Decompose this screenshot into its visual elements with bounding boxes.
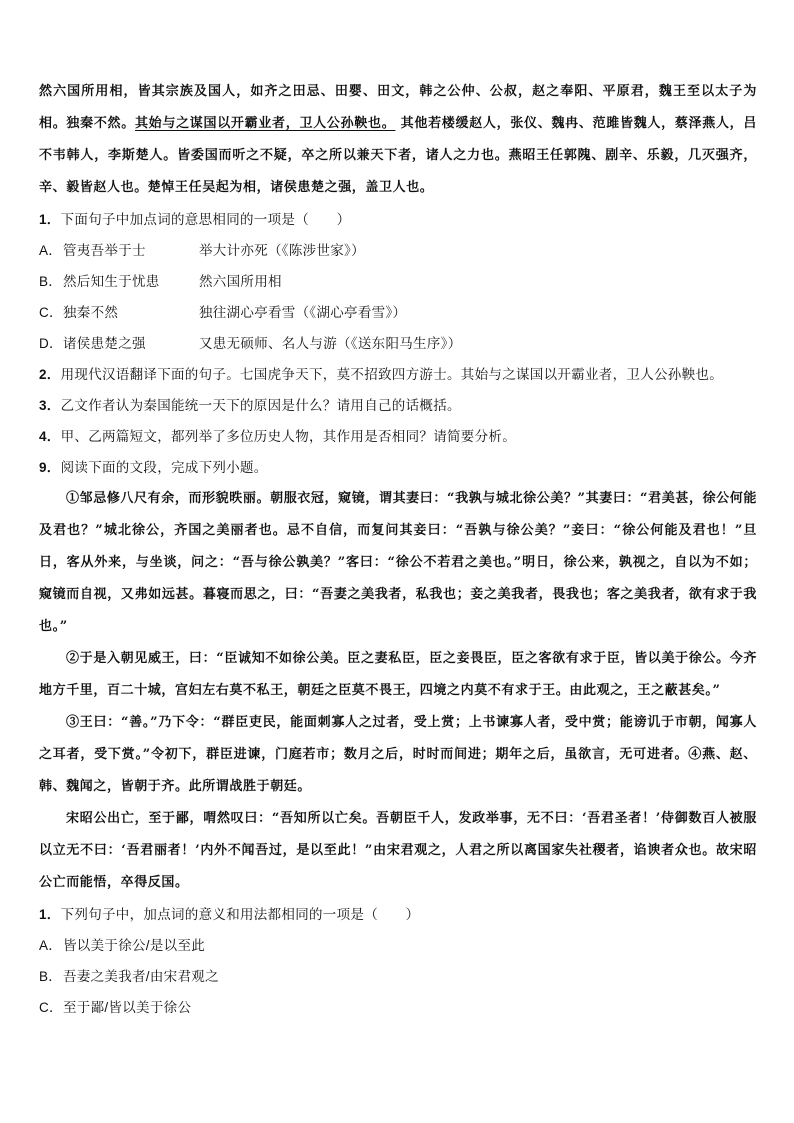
- passage-c-para-1: ①邹忌修八尺有余，而形貌昳丽。朝服衣冠，窥镜，谓其妻曰：“我孰与城北徐公美？”其妻曰：“君美甚，徐公何能及君也？”城北徐公，齐国之美丽者也。忌不自信，而复问其妾曰：“吾孰与徐公美？”妾曰：“徐公何能及君也！”旦日，客从外来，与坐谈，问之：“吾与徐公孰美？”客曰：“徐公不若君之美也。”明日，徐公来，孰视之，自以为不如；窥镜而自视，又弗如远甚。暮寝而思之，曰：“吾妻之美我者，私我也；妾之美我者，畏我也；客之美我者，欲有求于我也。”: [39, 491, 757, 634]
- option-letter: B．: [39, 274, 63, 289]
- option-right: 又患无硕师、名人与游（《送东阳马生序》）: [199, 336, 462, 351]
- question-4: [39, 421, 757, 452]
- option-c: [39, 992, 757, 1023]
- passage-c-para-2: ②于是入朝见威王，曰：“臣诚知不如徐公美。臣之妻私臣，臣之妾畏臣，臣之客欲有求于臣，皆以美于徐公。今齐地方千里，百二十城，宫妇左右莫不私王，朝廷之臣莫不畏王，四境之内莫不有求于王。由此观之，王之蔽甚矣。”: [39, 651, 757, 698]
- option-b: [39, 961, 757, 992]
- option-right: 举大计亦死（《陈涉世家》）: [199, 243, 365, 258]
- question-number: 9．: [39, 460, 61, 475]
- document-content: [39, 76, 757, 1023]
- question-number: 3．: [39, 398, 61, 413]
- option-letter: A．: [39, 243, 63, 258]
- question-9: [39, 452, 757, 483]
- passage-c-para-3: ③王曰：“善。”乃下令：“群臣吏民，能面刺寡人之过者，受上赏；上书谏寡人者，受中赏；能谤讥于市朝，闻寡人之耳者，受下赏。”令初下，群臣进谏，门庭若市；数月之后，时时而间进；期年之后，虽欲言，无可进者。④燕、赵、韩、魏闻之，皆朝于齐。此所谓战胜于朝廷。: [39, 715, 757, 794]
- passage-b-line: 然六国所用相，皆其宗族及国人，如齐之田忌、田婴、田文，韩之公仲、公叔，赵之奉阳、平原君，魏王至以太子为: [39, 84, 757, 99]
- passage-b-line: 吕不韦韩人，李斯楚人。皆委国而听之不疑，卒之所以兼天下者，诸人之力也。燕昭王任郭隗、剧辛、乐毅，几灭强: [39, 116, 757, 163]
- option-b: [39, 266, 757, 297]
- option-left: 独秦不然: [63, 305, 119, 320]
- option-d: [39, 328, 757, 359]
- option-c: [39, 297, 757, 328]
- option-left: 然后知生于忧患: [63, 274, 160, 289]
- question-text: 乙文作者认为秦国能统一天下的原因是什么？请用自己的话概括。: [60, 398, 461, 413]
- passage-b-line: 其他若楼缓赵人，张仪、魏冉、范雎皆魏人，蔡泽燕人，: [395, 116, 744, 131]
- passage-b-line: 齐，辛、毅皆赵人也。楚悼王任吴起为相，诸侯患楚之强，盖卫人也。: [39, 148, 757, 195]
- question-text: 甲、乙两篇短文，都列举了多位历史人物，其作用是否相同？请简要分析。: [60, 429, 517, 444]
- option-letter: D．: [39, 336, 63, 351]
- option-text: 吾妻之美我者/由宋君观之: [63, 969, 219, 984]
- option-text: 至于鄙/皆以美于徐公: [63, 1000, 192, 1015]
- underlined-sentence: 其始与之谋国以开霸业者，卫人公孙鞅也。: [134, 116, 396, 131]
- question-number: 1．: [39, 212, 61, 227]
- option-right: 独往湖心亭看雪（《湖心亭看雪》）: [199, 305, 407, 320]
- option-a: [39, 235, 757, 266]
- question-text: 阅读下面的文段，完成下列小题。: [60, 460, 268, 475]
- question-9-1: [39, 899, 757, 930]
- question-number: 2．: [39, 367, 61, 382]
- option-right: 然六国所用相: [199, 274, 282, 289]
- passage-c-para-4: 宋昭公出亡，至于鄙，喟然叹曰：“吾知所以亡矣。吾朝臣千人，发政举事，无不曰：‘吾君圣者！’侍御数百人被服以立无不曰：‘吾君丽者！’内外不闻吾过，是以至此！”由宋君观之，人君之所以离国家失社稷者，谄谀者众也。故宋昭公亡而能悟，卒得反国。: [39, 811, 757, 890]
- option-letter: B．: [39, 969, 63, 984]
- passage-b: [39, 76, 757, 204]
- question-number: 1．: [39, 907, 61, 922]
- option-letter: A．: [39, 938, 63, 953]
- option-letter: C．: [39, 305, 63, 320]
- option-text: 皆以美于徐公/是以至此: [63, 938, 206, 953]
- question-1: [39, 204, 757, 235]
- question-2: [39, 359, 757, 390]
- question-text: 下面句子中加点词的意思相同的一项是（ ）: [60, 212, 351, 227]
- question-number: 4．: [39, 429, 61, 444]
- option-left: 诸侯患楚之强: [63, 336, 146, 351]
- question-3: [39, 390, 757, 421]
- question-text: 下列句子中，加点词的意义和用法都相同的一项是（ ）: [60, 907, 420, 922]
- option-letter: C．: [39, 1000, 63, 1015]
- option-a: [39, 930, 757, 961]
- question-text: 用现代汉语翻译下面的句子。七国虎争天下，莫不招致四方游士。其始与之谋国以开霸业者，卫人公孙鞅也。: [60, 367, 724, 382]
- passage-b-line: 相。独秦不然。: [39, 116, 135, 131]
- option-left: 管夷吾举于士: [63, 243, 146, 258]
